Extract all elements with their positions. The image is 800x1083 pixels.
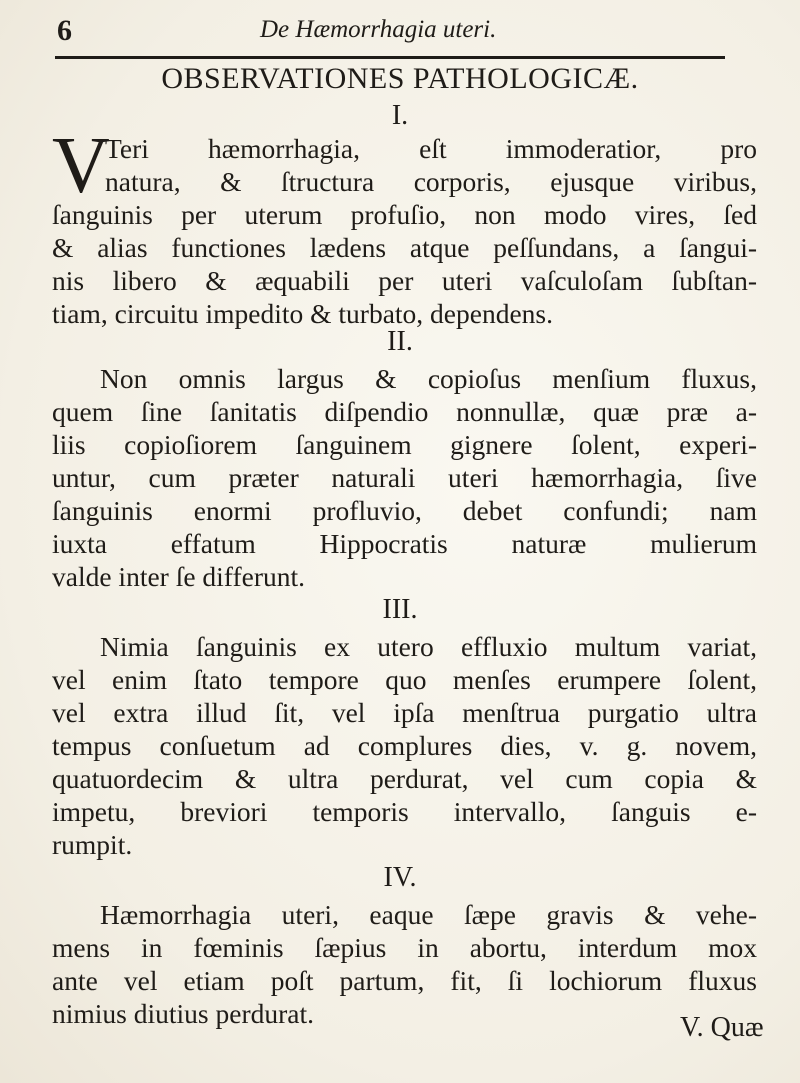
- text-line: mens in fœminis ſæpius in abortu, interdum mox: [52, 932, 757, 963]
- running-head: De Hæmorrhagia uteri.: [260, 16, 497, 43]
- text-line: quatuordecim & ultra perdurat, vel cum copia &: [52, 763, 757, 794]
- text-line: tiam, circuitu impedito & turbato, dependens.: [52, 298, 553, 329]
- text-line: vel enim ſtato tempore quo menſes erumpere ſolent,: [52, 664, 757, 695]
- catchword: V. Quæ: [680, 1012, 764, 1043]
- text-line: iuxta effatum Hippocratis naturæ mulierum: [52, 528, 757, 559]
- paragraph-4: [52, 898, 757, 1030]
- text-line: valde inter ſe differunt.: [52, 561, 306, 592]
- text-line: tempus conſuetum ad complures dies, v. g. novem,: [52, 730, 757, 761]
- text-line: impetu, breviori temporis intervallo, ſanguis e-: [52, 796, 757, 827]
- text-line: vel extra illud ſit, vel ipſa menſtrua purgatio ultra: [52, 697, 757, 728]
- paragraph-3: [52, 630, 757, 861]
- text-line: Teri hæmorrhagia, eſt immoderatior, pro: [105, 133, 757, 164]
- text-line: Hæmorrhagia uteri, eaque ſæpe gravis & vehe-: [100, 899, 757, 930]
- text-line: & alias functiones lædens atque peſſundans, a ſangui-: [52, 232, 757, 263]
- paragraph-1-body: [52, 198, 757, 330]
- text-line: ante vel etiam poſt partum, fit, ſi lochiorum fluxus: [52, 965, 757, 996]
- header-rule: [55, 56, 725, 59]
- text-line: ſanguinis per uterum profuſio, non modo vires, ſed: [52, 199, 757, 230]
- text-line: nimius diutius perdurat.: [52, 998, 314, 1029]
- section-title: OBSERVATIONES PATHOLOGICÆ.: [161, 62, 639, 95]
- text-line: rumpit.: [52, 829, 133, 860]
- text-line: natura, & ſtructura corporis, ejusque viribus,: [105, 166, 757, 197]
- text-line: ſanguinis enormi profluvio, debet confundi; nam: [52, 495, 757, 526]
- section-numeral-3: III.: [382, 594, 418, 625]
- text-line: Non omnis largus & copioſus menſium fluxus,: [100, 363, 757, 394]
- page-number: 6: [57, 14, 72, 47]
- text-line: quem ſine ſanitatis diſpendio nonnullæ, quæ præ a-: [52, 396, 757, 427]
- paragraph-1-head: [105, 132, 757, 198]
- paragraph-2: [52, 362, 757, 593]
- text-line: liis copioſiorem ſanguinem gignere ſolent, experi-: [52, 429, 757, 460]
- section-numeral-2: II.: [387, 326, 413, 357]
- text-line: nis libero & æquabili per uteri vaſculoſam ſubſtan-: [52, 265, 757, 296]
- section-numeral-4: IV.: [383, 862, 417, 893]
- drop-cap: V: [52, 122, 110, 210]
- text-line: untur, cum præter naturali uteri hæmorrhagia, ſive: [52, 462, 757, 493]
- section-numeral-1: I.: [391, 100, 409, 131]
- text-line: Nimia ſanguinis ex utero effluxio multum variat,: [100, 631, 757, 662]
- page-header: [55, 8, 755, 48]
